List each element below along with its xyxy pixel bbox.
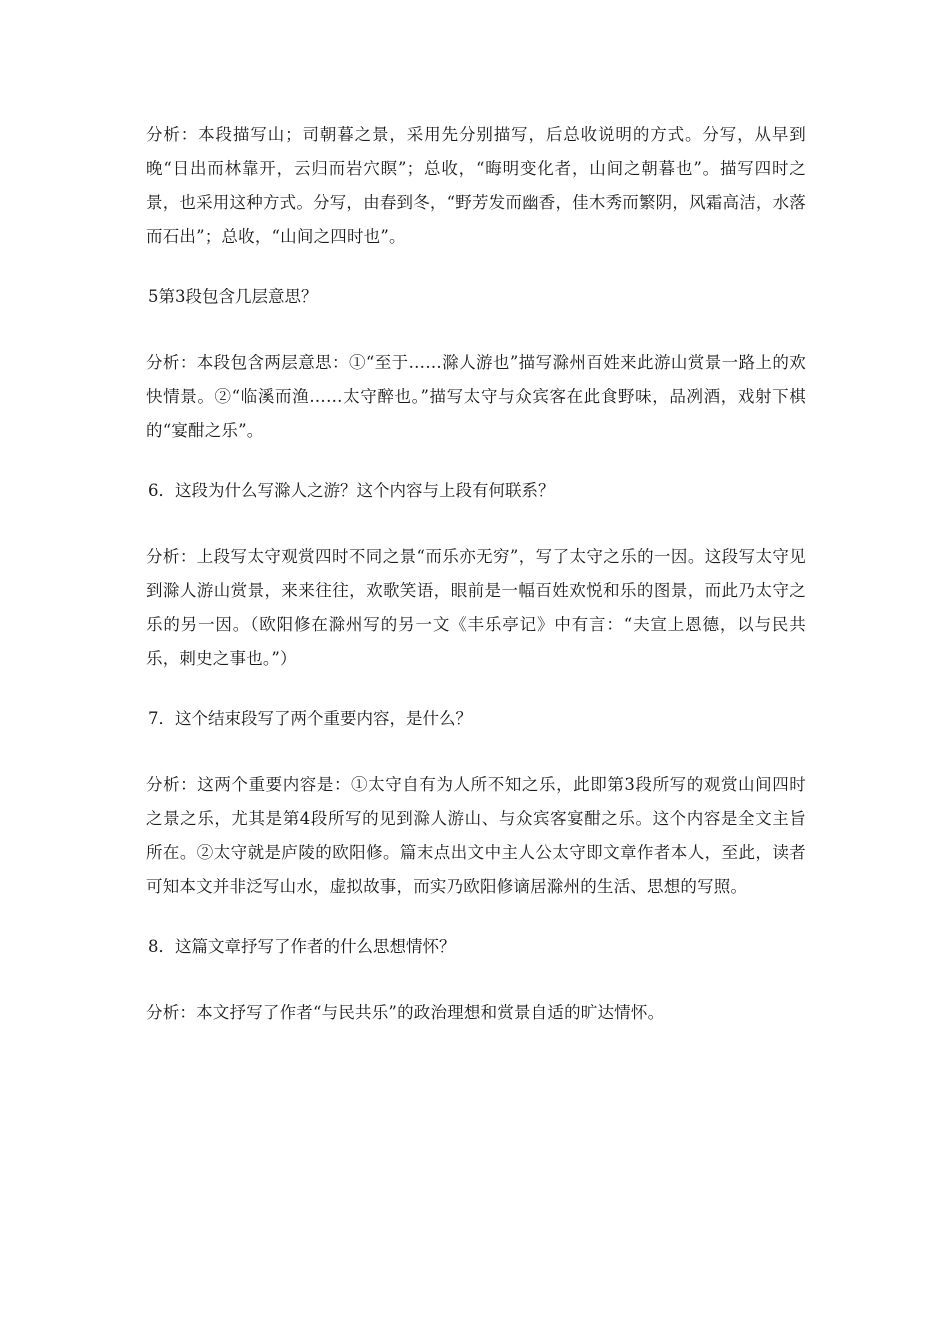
question-7: 7．这个结束段写了两个重要内容，是什么？: [148, 709, 472, 728]
spacer: [146, 314, 806, 346]
spacer: [146, 676, 806, 702]
spacer: [146, 508, 806, 540]
spacer: [146, 448, 806, 474]
question-6: 6．这段为什么写滁人之游？这个内容与上段有何联系？: [148, 481, 555, 500]
analysis-paragraph-3: 分析：上段写太守观赏四时不同之景“而乐亦无穷”，写了太守之乐的一因。这段写太守见到滁人游山赏景，来来往往，欢歌笑语，眼前是一幅百姓欢悦和乐的图景，而此乃太守之乐的另一因。（欧阳修在滁州写的另一文《丰乐亭记》中有言：“夫宣上恩德，以与民共乐，刺史之事也。”）: [146, 547, 806, 668]
analysis-paragraph-5: 分析：本文抒写了作者“与民共乐”的政治理想和赏景自适的旷达情怀。: [146, 1003, 665, 1022]
analysis-paragraph-1: 分析：本段描写山；司朝暮之景，采用先分别描写，后总收说明的方式。分写，从早到晚“日出而林靠开，云归而岩穴瞑”；总收，“晦明变化者，山间之朝暮也”。描写四时之景，也采用这种方式。分写，由春到冬，“野芳发而幽香，佳木秀而繁阴，风霜高洁，水落而石出”；总收，“山间之四时也”。: [146, 125, 806, 246]
analysis-paragraph-2: 分析：本段包含两层意思：①“至于……滁人游也”描写滁州百姓来此游山赏景一路上的欢快情景。②“临溪而渔……太守醉也。”描写太守与众宾客在此食野味，品冽酒，戏射下棋的“宴酣之乐”。: [146, 353, 806, 440]
spacer: [146, 736, 806, 768]
question-5: 5第3段包含几层意思？: [148, 287, 318, 306]
question-8: 8．这篇文章抒写了作者的什么思想情怀？: [148, 937, 456, 956]
spacer: [146, 964, 806, 996]
spacer: [146, 904, 806, 930]
spacer: [146, 254, 806, 280]
document-page: [146, 118, 806, 1030]
analysis-paragraph-4: 分析：这两个重要内容是：①太守自有为人所不知之乐，此即第3段所写的观赏山间四时之景之乐，尤其是第4段所写的见到滁人游山、与众宾客宴酣之乐。这个内容是全文主旨所在。②太守就是庐陵的欧阳修。篇末点出文中主人公太守即文章作者本人，至此，读者可知本文并非泛写山水，虚拟故事，而实乃欧阳修谪居滁州的生活、思想的写照。: [146, 775, 806, 896]
